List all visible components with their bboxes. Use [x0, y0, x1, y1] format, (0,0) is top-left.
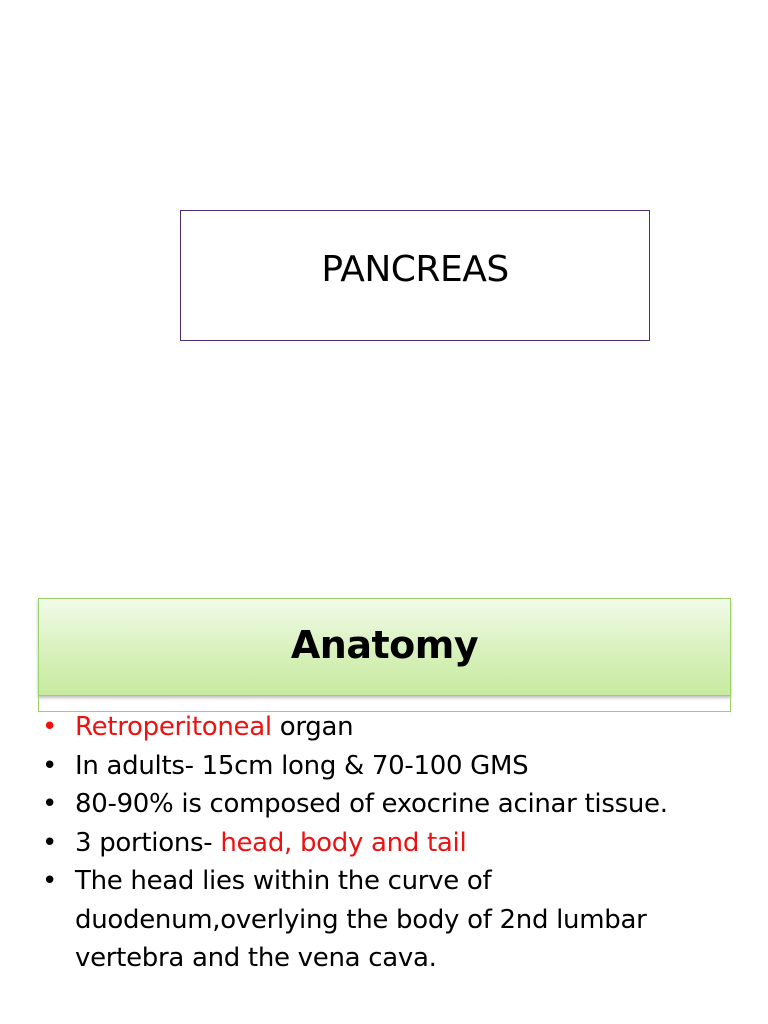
bullet-marker: • — [42, 750, 58, 781]
list-item — [42, 708, 742, 747]
bullet-marker: • — [42, 827, 58, 858]
bullet-marker: • — [42, 866, 58, 896]
highlight-text: head, body and tail — [220, 827, 467, 858]
item-text: The head lies within the curve of duodenum,overlying the body of 2nd lumbar vertebra and the vena cava. — [75, 866, 647, 973]
title-box — [180, 210, 650, 341]
bullet-marker: • — [42, 789, 58, 819]
list-item — [42, 824, 742, 863]
item-text: In adults- 15cm long & 70-100 GMS — [75, 750, 529, 781]
section-heading: Anatomy — [290, 623, 479, 667]
highlight-text: Retroperitoneal — [75, 712, 272, 742]
slide-title: PANCREAS — [321, 249, 509, 290]
item-text: 80-90% is composed of exocrine acinar tissue. — [75, 789, 668, 819]
list-item — [42, 747, 742, 786]
section-banner — [38, 598, 731, 696]
bullet-list — [42, 708, 742, 978]
item-text: organ — [271, 712, 354, 742]
list-item — [42, 862, 742, 978]
item-text: 3 portions- — [75, 827, 221, 858]
bullet-marker: • — [42, 712, 58, 742]
list-item — [42, 785, 742, 824]
